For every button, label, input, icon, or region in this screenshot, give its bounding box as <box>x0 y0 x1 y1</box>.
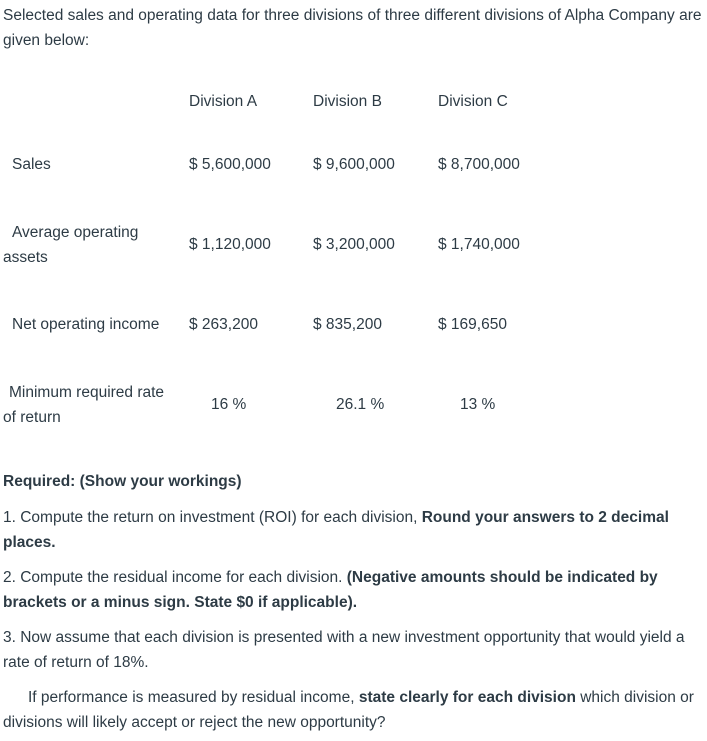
noi-division-a: $ 263,200 <box>189 316 258 333</box>
assets-division-a: $ 1,120,000 <box>189 236 271 253</box>
question-2: 2. Compute the residual income for each division. (Negative amounts should be indicated by brackets or a minus sign. State $0 if applicable). <box>3 569 658 611</box>
header-division-c: Division C <box>438 93 508 110</box>
sales-division-b: $ 9,600,000 <box>313 156 395 173</box>
row-label-net-operating-income: Net operating income <box>12 316 160 333</box>
sales-division-a: $ 5,600,000 <box>189 156 271 173</box>
header-division-a: Division A <box>189 93 258 110</box>
rate-division-c: 13 % <box>460 396 496 413</box>
question-1: 1. Compute the return on investment (ROI) for each division, Round your answers to 2 decimal places. <box>3 509 669 551</box>
rate-division-b: 26.1 % <box>336 396 385 413</box>
question-3: 3. Now assume that each division is presented with a new investment opportunity that would yield a rate of return of 18%. <box>3 629 685 671</box>
row-label-minimum-required-rate: Minimum required rate of return <box>3 384 165 426</box>
assets-division-b: $ 3,200,000 <box>313 236 395 253</box>
header-division-b: Division B <box>313 93 382 110</box>
row-label-sales: Sales <box>12 156 51 173</box>
row-label-average-operating-assets: Average operating assets <box>3 224 139 266</box>
question-3-followup: If performance is measured by residual income, state clearly for each division which division or divisions will likely accept or reject the new opportunity? <box>3 689 694 731</box>
noi-division-b: $ 835,200 <box>313 316 382 333</box>
assets-division-c: $ 1,740,000 <box>438 236 520 253</box>
sales-division-c: $ 8,700,000 <box>438 156 520 173</box>
rate-division-a: 16 % <box>211 396 247 413</box>
division-data-table <box>0 78 700 448</box>
required-heading: Required: (Show your workings) <box>3 473 242 490</box>
intro-paragraph: Selected sales and operating data for three divisions of three different divisions of Alpha Company are given below: <box>3 7 702 49</box>
noi-division-c: $ 169,650 <box>438 316 507 333</box>
